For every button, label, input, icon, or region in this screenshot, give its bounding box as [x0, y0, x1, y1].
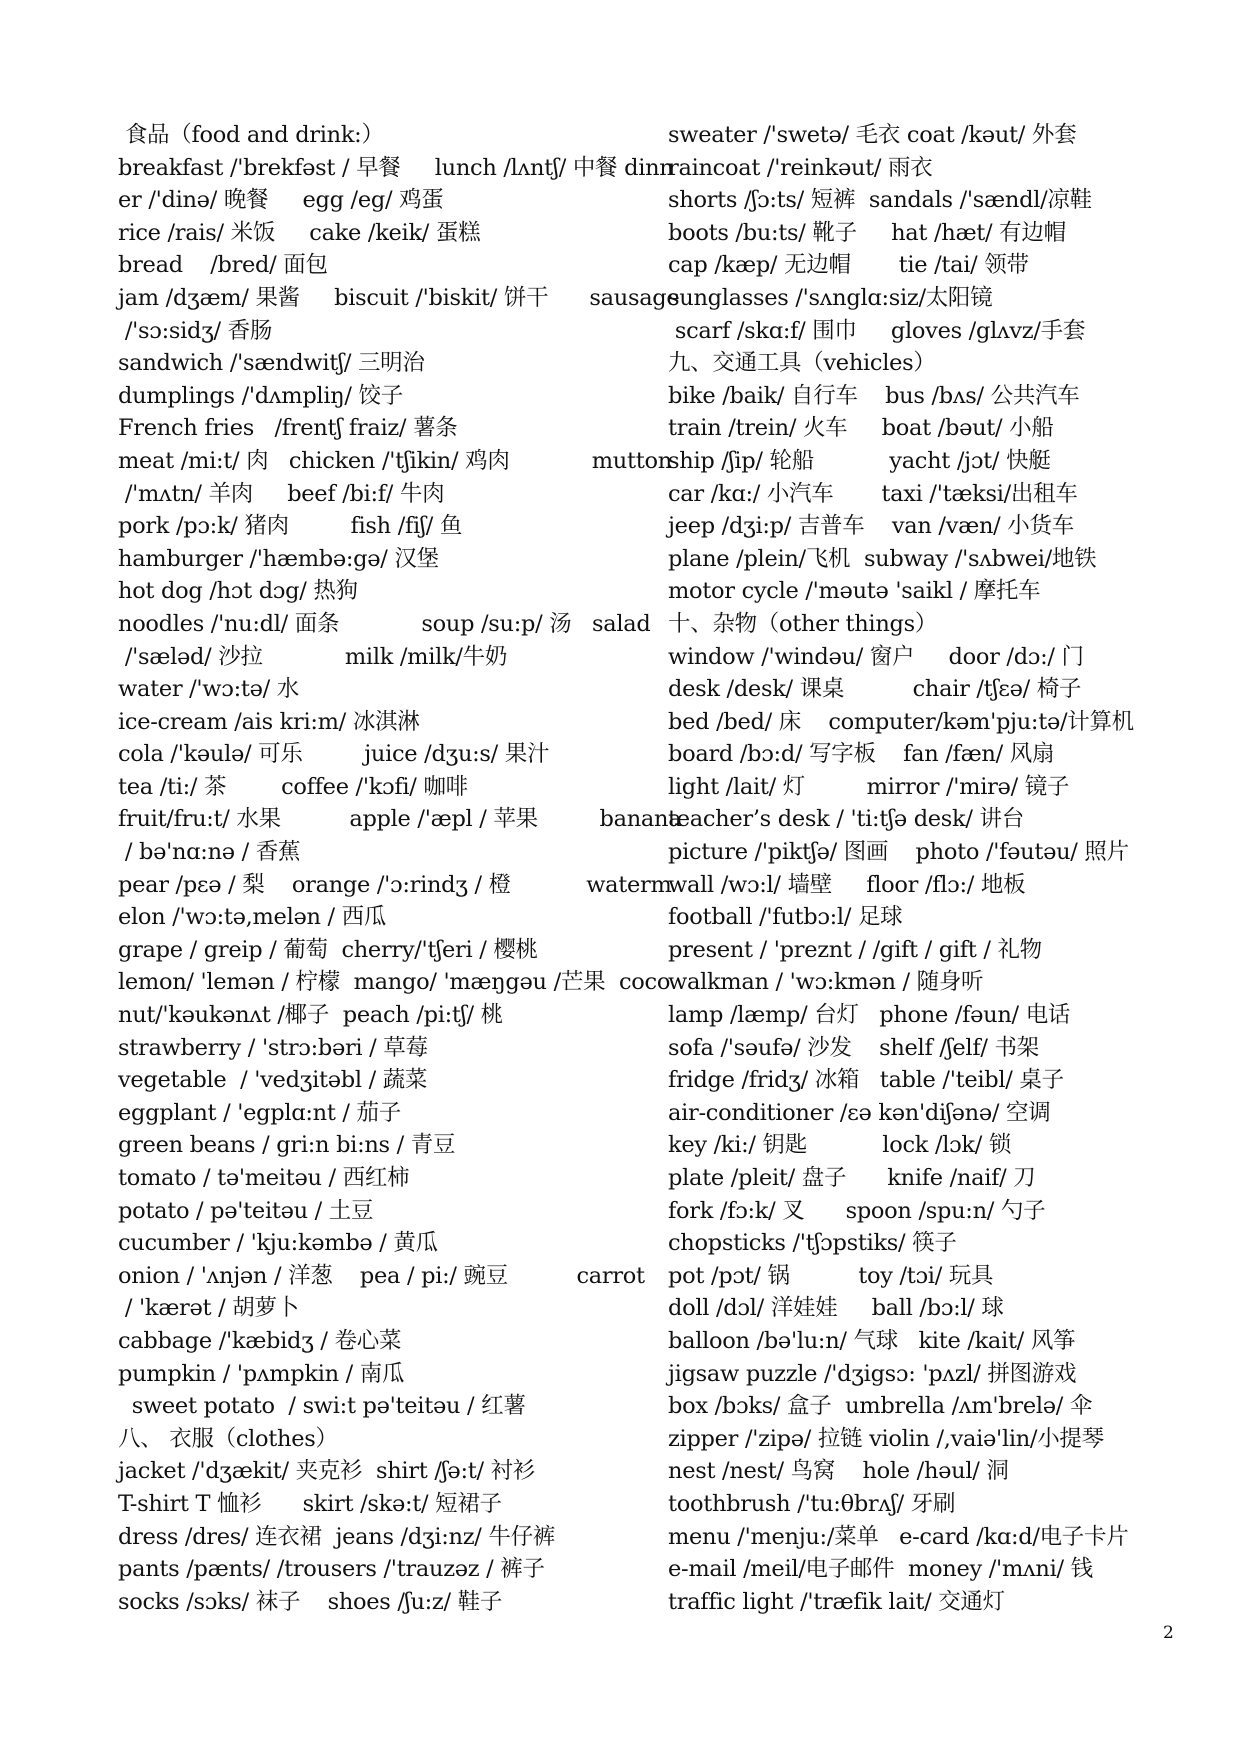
right-column-line: light /lait/ 灯 mirror /'mirə/ 镜子	[668, 773, 1070, 800]
right-column	[668, 119, 1168, 1618]
left-column-line: / bə'nɑ:nə / 香蕉	[118, 839, 301, 866]
right-column-line: boots /bu:ts/ 靴子 hat /hæt/ 有边帽	[668, 219, 1066, 246]
left-column-line: French fries /frentʃ fraiz/ 薯条	[118, 415, 458, 442]
left-column-line: cucumber / 'kju:kəmbə / 黄瓜	[118, 1230, 438, 1257]
right-column-line: football /'futbɔ:l/ 足球	[668, 904, 903, 931]
left-column-line: sandwich /'sændwitʃ/ 三明治	[118, 350, 425, 377]
left-column-line: meat /mi:t/ 肉 chicken /'tʃikin/ 鸡肉 mutton	[118, 447, 672, 474]
right-column-line: pot /pɔt/ 锅 toy /tɔi/ 玩具	[668, 1262, 994, 1289]
left-column-line: /'mʌtn/ 羊肉 beef /bi:f/ 牛肉	[118, 480, 445, 507]
right-column-line: cap /kæp/ 无边帽 tie /tai/ 领带	[668, 252, 1029, 279]
right-column-line: teacher’s desk / 'ti:tʃə desk/ 讲台	[668, 806, 1024, 833]
right-column-line: sweater /'swetə/ 毛衣 coat /kəut/ 外套	[668, 122, 1077, 148]
right-column-line: 九、交通工具（vehicles）	[668, 350, 936, 377]
left-column-line: jacket /'dʒækit/ 夹克衫 shirt /ʃə:t/ 衬衫	[118, 1458, 536, 1485]
left-column-line: noodles /'nu:dl/ 面条 soup /su:p/ 汤 salad	[118, 610, 651, 637]
left-column-line: dress /dres/ 连衣裙 jeans /dʒi:nz/ 牛仔裤	[118, 1523, 555, 1550]
right-column-line: board /bɔ:d/ 写字板 fan /fæn/ 风扇	[668, 741, 1055, 768]
left-column-line: lemon/ 'lemən / 柠檬 mango/ 'mæŋgəu /芒果 coco	[118, 969, 671, 996]
left-column-line: pants /pænts/ /trousers /'trauzəz / 裤子	[118, 1556, 545, 1583]
left-column-line: grape / greip / 葡萄 cherry/'tʃeri / 樱桃	[118, 936, 538, 963]
left-column-line: hot dog /hɔt dɔg/ 热狗	[118, 578, 358, 605]
right-column-line: air-conditioner /ɛə kən'diʃənə/ 空调	[668, 1099, 1051, 1126]
left-column-line: onion / 'ʌnjən / 洋葱 pea / pi:/ 豌豆 carrot	[118, 1262, 645, 1289]
right-column-line: fridge /fridʒ/ 冰箱 table /'teibl/ 桌子	[668, 1067, 1064, 1094]
left-column-line: cabbage /'kæbidʒ / 卷心菜	[118, 1327, 402, 1354]
left-column-line: tomato / tə'meitəu / 西红柿	[118, 1165, 410, 1191]
left-column-line: fruit/fru:t/ 水果 apple /'æpl / 苹果 banana	[118, 806, 682, 833]
right-column-line: menu /'menju:/菜单 e-card /kɑ:d/电子卡片	[668, 1523, 1129, 1550]
left-column-line: strawberry / 'strɔ:bəri / 草莓	[118, 1034, 428, 1061]
left-column-line: jam /dʒæm/ 果酱 biscuit /'biskit/ 饼干 sausage	[118, 284, 680, 311]
right-column-line: train /trein/ 火车 boat /bəut/ 小船	[668, 415, 1054, 442]
right-column-line: doll /dɔl/ 洋娃娃 ball /bɔ:l/ 球	[668, 1295, 1004, 1322]
left-column-line: 八、 衣服（clothes）	[118, 1425, 338, 1452]
right-column-line: bike /baik/ 自行车 bus /bʌs/ 公共汽车	[668, 382, 1080, 409]
right-column-line: ship /ʃip/ 轮船 yacht /jɔt/ 快艇	[668, 447, 1051, 474]
right-column-line: wall /wɔ:l/ 墙壁 floor /flɔ:/ 地板	[668, 871, 1026, 898]
left-column-line: / 'kærət / 胡萝卜	[118, 1295, 299, 1322]
right-column-line: traffic light /'træfik lait/ 交通灯	[668, 1588, 1005, 1615]
right-column-line: fork /fɔ:k/ 叉 spoon /spu:n/ 勺子	[668, 1197, 1046, 1224]
left-column-line: bread /bred/ 面包	[118, 252, 328, 279]
right-column-line: car /kɑ:/ 小汽车 taxi /'tæksi/出租车	[668, 480, 1078, 507]
right-column-line: toothbrush /'tu:θbrʌʃ/ 牙刷	[668, 1490, 956, 1517]
left-column-line: er /'dinə/ 晚餐 egg /eg/ 鸡蛋	[118, 187, 444, 214]
left-column-line: /'sɔ:sidʒ/ 香肠	[118, 317, 273, 344]
right-column-line: balloon /bə'lu:n/ 气球 kite /kait/ 风筝	[668, 1327, 1076, 1354]
right-column-line: lamp /læmp/ 台灯 phone /fəun/ 电话	[668, 1002, 1071, 1029]
right-column-line: scarf /skɑ:f/ 围巾 gloves /glʌvz/手套	[668, 317, 1086, 344]
left-column-line: pear /pɛə / 梨 orange /'ɔ:rindʒ / 橙 waterm	[118, 871, 672, 898]
right-column-line: desk /desk/ 课桌 chair /tʃɛə/ 椅子	[668, 676, 1082, 703]
right-column-line: walkman / 'wɔ:kmən / 随身听	[668, 969, 984, 996]
right-column-line: sunglasses /'sʌnglɑ:siz/太阳镜	[668, 284, 993, 311]
right-column-line: bed /bed/ 床 computer/kəm'pju:tə/计算机	[668, 708, 1134, 735]
left-column-line: nut/'kəukənʌt /椰子 peach /pi:tʃ/ 桃	[118, 1002, 503, 1029]
right-column-line: motor cycle /'məutə 'saikl / 摩托车	[668, 578, 1041, 605]
left-column-line: vegetable / 'vedʒitəbl / 蔬菜	[118, 1067, 428, 1094]
left-column-line: rice /rais/ 米饭 cake /keik/ 蛋糕	[118, 219, 481, 246]
left-column-line: pumpkin / 'pʌmpkin / 南瓜	[118, 1360, 405, 1387]
left-column-line: elon /'wɔ:tə,melən / 西瓜	[118, 904, 387, 931]
right-column-line: window /'windəu/ 窗户 door /dɔ:/ 门	[668, 643, 1084, 670]
right-column-line: 十、杂物（other things）	[668, 610, 938, 637]
right-column-line: plane /plein/飞机 subway /'sʌbwei/地铁	[668, 545, 1097, 572]
right-column-line: zipper /'zipə/ 拉链 violin /,vaiə'lin/小提琴	[668, 1425, 1104, 1452]
left-column-line: cola /'kəulə/ 可乐 juice /dʒu:s/ 果汁	[118, 741, 550, 768]
left-column-line: 食品（food and drink:）	[118, 122, 384, 148]
left-column-line: sweet potato / swi:t pə'teitəu / 红薯	[118, 1393, 526, 1420]
left-column-line: tea /ti:/ 茶 coffee /'kɔfi/ 咖啡	[118, 773, 468, 800]
left-column-line: /'sæləd/ 沙拉 milk /milk/牛奶	[118, 643, 508, 670]
left-column-line: breakfast /'brekfəst / 早餐 lunch /lʌntʃ/ 中餐 dinn	[118, 154, 674, 181]
right-column-line: raincoat /'reinkəut/ 雨衣	[668, 154, 933, 181]
right-column-line: chopsticks /'tʃɔpstiks/ 筷子	[668, 1230, 957, 1257]
left-column	[118, 119, 682, 1618]
right-column-line: sofa /'səufə/ 沙发 shelf /ʃelf/ 书架	[668, 1034, 1039, 1061]
left-column-line: ice-cream /ais kri:m/ 冰淇淋	[118, 708, 420, 735]
page-number: 2	[1163, 1623, 1174, 1643]
left-column-line: socks /sɔks/ 袜子 shoes /ʃu:z/ 鞋子	[118, 1588, 503, 1615]
right-column-line: nest /nest/ 鸟窝 hole /həul/ 洞	[668, 1458, 1009, 1485]
left-column-line: pork /pɔ:k/ 猪肉 fish /fiʃ/ 鱼	[118, 513, 463, 540]
right-column-line: present / 'preznt / /gift / gift / 礼物	[668, 936, 1042, 963]
right-column-line: picture /'piktʃə/ 图画 photo /'fəutəu/ 照片	[668, 839, 1129, 866]
left-column-line: T-shirt T 恤衫 skirt /skə:t/ 短裙子	[118, 1490, 502, 1517]
right-column-line: key /ki:/ 钥匙 lock /lɔk/ 锁	[668, 1132, 1012, 1159]
left-column-line: dumplings /'dʌmpliŋ/ 饺子	[118, 382, 403, 409]
right-column-line: jeep /dʒi:p/ 吉普车 van /væn/ 小货车	[668, 513, 1074, 540]
right-column-line: box /bɔks/ 盒子 umbrella /ʌm'brelə/ 伞	[668, 1393, 1093, 1420]
right-column-line: jigsaw puzzle /'dʒigsɔ: 'pʌzl/ 拼图游戏	[668, 1360, 1077, 1387]
left-column-line: green beans / gri:n bi:ns / 青豆	[118, 1132, 456, 1159]
left-column-line: hamburger /'hæmbə:gə/ 汉堡	[118, 545, 439, 572]
right-column-line: shorts /ʃɔ:ts/ 短裤 sandals /'sændl/凉鞋	[668, 187, 1092, 214]
right-column-line: e-mail /meil/电子邮件 money /'mʌni/ 钱	[668, 1556, 1093, 1583]
right-column-line: plate /pleit/ 盘子 knife /naif/ 刀	[668, 1165, 1036, 1191]
left-column-line: potato / pə'teitəu / 土豆	[118, 1197, 374, 1224]
left-column-line: eggplant / 'egplɑ:nt / 茄子	[118, 1099, 401, 1126]
left-column-line: water /'wɔ:tə/ 水	[118, 676, 299, 703]
